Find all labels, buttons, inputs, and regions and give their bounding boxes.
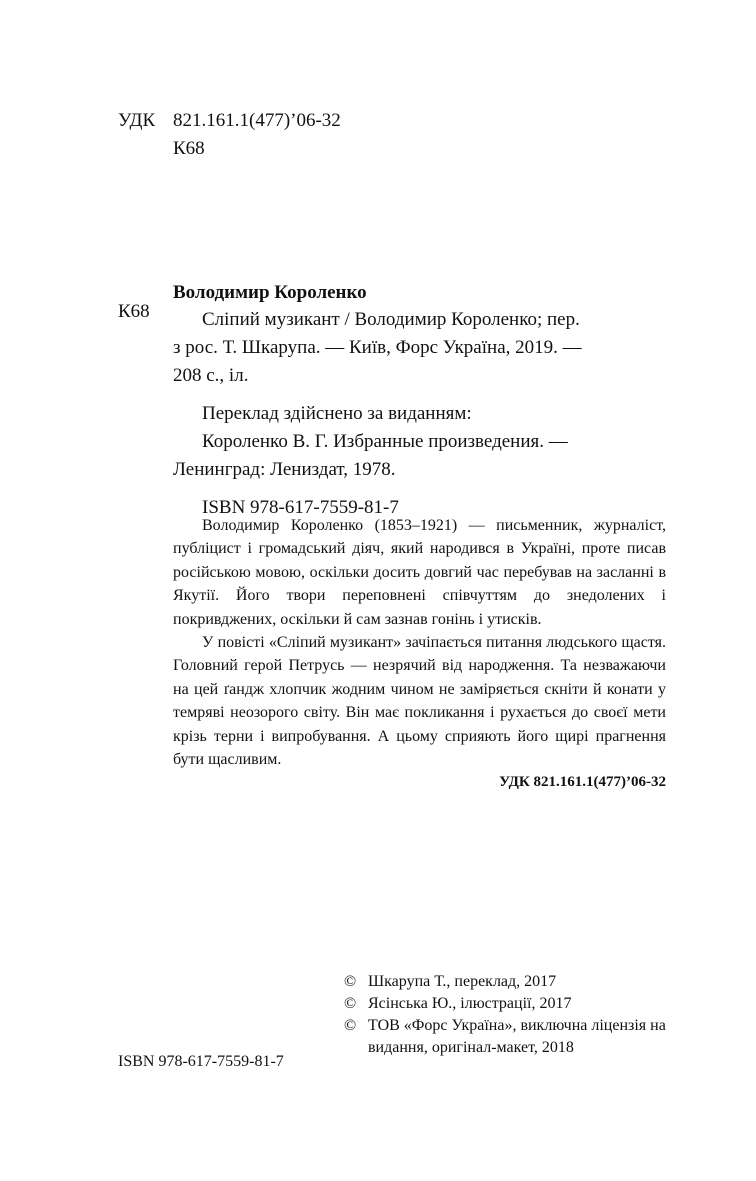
- annotation: [173, 514, 666, 795]
- copyright-item: [344, 993, 666, 1015]
- copyright-item: [344, 1015, 666, 1059]
- source-edition-line-2: Ленинград: Лениздат, 1978.: [173, 459, 396, 480]
- author-name: Володимир Короленко: [173, 282, 367, 303]
- bib-line-1: Сліпий музикант / Володимир Короленко; пер.: [202, 309, 580, 330]
- copyright-block: [344, 971, 666, 1059]
- udk-block: [118, 107, 341, 163]
- isbn-bottom: ISBN 978-617-7559-81-7: [118, 1053, 284, 1070]
- copyright-text: ТОВ «Форс Україна», виключна ліцензія на видання, оригінал-макет, 2018: [368, 1017, 666, 1056]
- udk-annotation: УДК 821.161.1(477)’06-32: [499, 774, 666, 791]
- bbk-line: [118, 135, 341, 163]
- copyright-symbol: ©: [344, 973, 357, 990]
- bib-line-3: 208 с., іл.: [173, 365, 249, 386]
- translation-note: Переклад здійснено за виданням:: [202, 403, 472, 424]
- copyright-text: Шкарупа Т., переклад, 2017: [368, 973, 557, 990]
- author-sign-top: К68: [173, 138, 205, 159]
- bib-line-2: з рос. Т. Шкарупа. — Київ, Форс Україна, 2019. —: [173, 337, 582, 358]
- bibliographic-description: [173, 306, 666, 522]
- annotation-paragraph-1: Володимир Короленко (1853–1921) — письменник, журналіст, публіцист і громадський діяч, який народився в Україні, проте писав російською мовою, оскільки досить довгий час перебував на засланні в Якутії. Його твори переповнені співчуттям до знедолених і покривджених, оскільки й сам зазнав гонінь і утисків.: [173, 517, 666, 628]
- copyright-symbol: ©: [344, 995, 357, 1012]
- copyright-item: [344, 971, 666, 993]
- annotation-paragraph-2: У повісті «Сліпий музикант» зачіпається питання людського щастя. Головний герой Петрусь — незрячий від народження. Та незважаючи на цей ґандж хлопчик жодним чином не заміряється скніти й конати у темряві неозорого світу. Він має покликання і рухається до своєї мети крізь терни і випробування. А цьому сприяють його щирі прагнення бути щасливим.: [173, 634, 666, 769]
- udk-code: 821.161.1(477)’06-32: [173, 110, 341, 131]
- isbn-main: ISBN 978-617-7559-81-7: [202, 497, 399, 518]
- udk-line: [118, 107, 341, 135]
- udk-label: УДК: [118, 110, 156, 131]
- copyright-symbol: ©: [344, 1017, 357, 1034]
- source-edition-line-1: Короленко В. Г. Избранные произведения. —: [202, 431, 568, 452]
- copyright-text: Ясінська Ю., ілюстрації, 2017: [368, 995, 572, 1012]
- author-sign-left: К68: [118, 301, 150, 322]
